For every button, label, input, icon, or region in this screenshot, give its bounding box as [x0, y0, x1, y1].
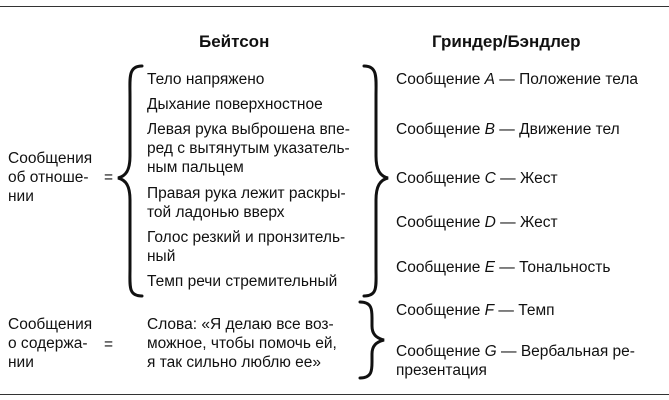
label-relations-line-2: об отноше-: [8, 169, 89, 186]
message-b: [396, 121, 620, 139]
message-f-letter: F: [484, 302, 495, 319]
message-e: [396, 259, 610, 277]
message-g: [396, 343, 635, 361]
equals-sign-relations: =: [104, 169, 114, 186]
bateson-item-5-line-2: ный: [147, 248, 176, 265]
label-relations-line-1: Сообщения: [8, 150, 93, 167]
right-brace-content: [360, 302, 384, 378]
message-e-prefix: Сообщение: [396, 259, 485, 276]
message-d: [396, 214, 558, 232]
message-b-text: — Движение тел: [495, 121, 620, 138]
bateson-item-3-line-3: ным пальцем: [147, 159, 244, 176]
message-g-text: — Вербальная ре-: [496, 343, 635, 360]
bateson-item-6: Темп речи стремительный: [147, 273, 338, 290]
message-c-prefix: Сообщение: [396, 170, 485, 187]
bateson-item-4-line-1: Правая рука лежит раскры-: [147, 185, 346, 202]
message-b-prefix: Сообщение: [396, 121, 485, 138]
bateson-item-4-line-2: той ладонью вверх: [147, 204, 285, 221]
words-item-line-2: можное, чтобы помочь ей,: [147, 335, 337, 352]
left-brace-relations: [118, 66, 142, 296]
message-b-letter: B: [484, 121, 495, 138]
header-bateson: Бейтсон: [199, 32, 270, 51]
message-f-prefix: Сообщение: [396, 302, 485, 319]
label-content-line-2: о содержа-: [8, 335, 88, 352]
message-e-text: — Тональность: [495, 259, 611, 276]
message-f: [396, 302, 555, 320]
bateson-item-1: Тело напряжено: [147, 71, 265, 88]
bateson-item-3-line-1: Левая рука выброшена впе-: [147, 121, 350, 138]
message-d-text: — Жест: [495, 214, 558, 231]
message-a-letter: A: [484, 71, 495, 88]
message-g-letter: G: [484, 343, 497, 360]
message-a-prefix: Сообщение: [396, 71, 485, 88]
message-d-letter: D: [484, 214, 496, 231]
equals-sign-content: =: [104, 336, 114, 353]
label-content-line-1: Сообщения: [8, 316, 93, 333]
message-c: [396, 170, 558, 188]
message-g-continuation: презентация: [396, 362, 487, 379]
message-e-letter: E: [484, 259, 495, 276]
message-g-prefix: Сообщение: [396, 343, 485, 360]
label-relations-line-3: нии: [8, 188, 34, 205]
message-c-letter: C: [484, 170, 496, 187]
message-a-text: — Положение тела: [495, 71, 639, 88]
bateson-item-2: Дыхание поверхностное: [147, 96, 323, 113]
words-item-line-1: Слова: «Я делаю все воз-: [147, 316, 334, 333]
bateson-item-3-line-2: ред с вытянутым указатель-: [147, 140, 350, 157]
header-grinder-bandler: Гриндер/Бэндлер: [432, 32, 581, 51]
message-d-prefix: Сообщение: [396, 214, 485, 231]
right-brace-relations: [364, 66, 388, 296]
message-f-text: — Темп: [494, 302, 555, 319]
bateson-item-5-line-1: Голос резкий и пронзитель-: [147, 229, 346, 246]
message-a: [396, 71, 638, 89]
message-c-text: — Жест: [495, 170, 558, 187]
label-content-line-3: нии: [8, 354, 34, 371]
words-item-line-3: я так сильно люблю ее»: [147, 354, 322, 371]
